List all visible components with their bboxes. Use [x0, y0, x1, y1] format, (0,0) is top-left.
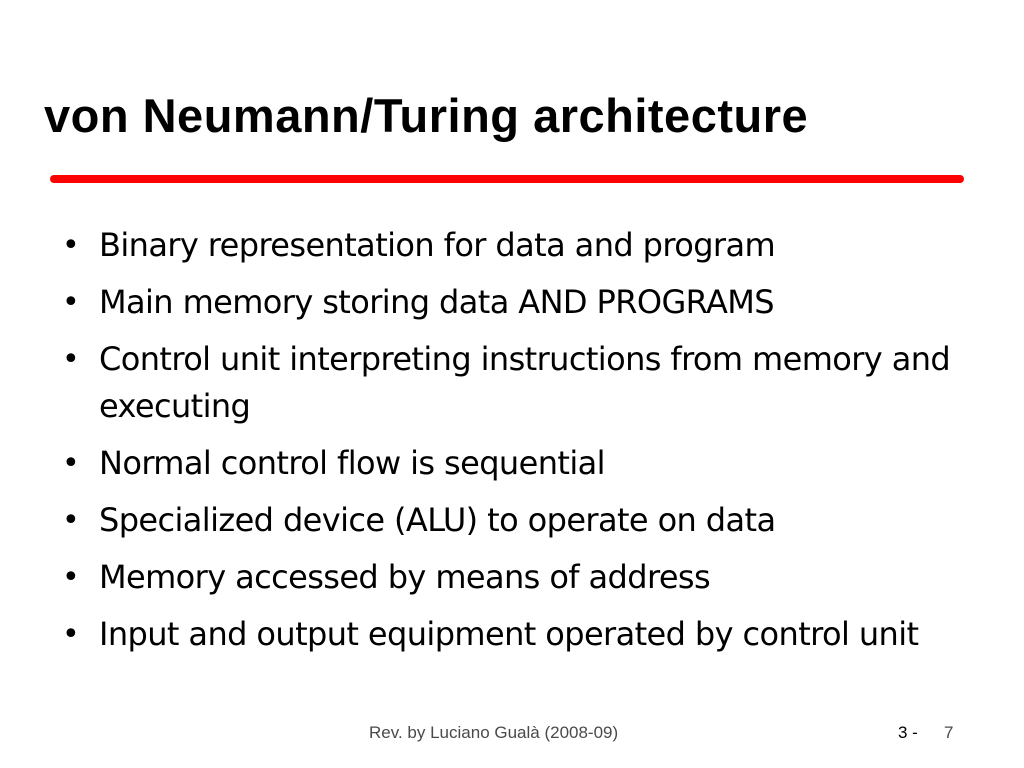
bullet-text: Control unit interpreting instructions from memory and executing [99, 340, 951, 425]
bullet-dot-icon: • [62, 617, 80, 652]
footer-credit: Rev. by Luciano Gualà (2008-09) [369, 723, 619, 742]
bullet-item [60, 279, 980, 326]
bullet-item [60, 440, 980, 487]
bullet-dot-icon: • [62, 446, 80, 481]
bullet-text: Main memory storing data AND PROGRAMS [99, 283, 775, 321]
bullet-text: Normal control flow is sequential [99, 444, 605, 482]
slide-title: von Neumann/Turing architecture [44, 89, 809, 142]
bullet-item [60, 336, 980, 430]
bullet-dot-icon: • [62, 342, 80, 377]
footer-chapter-number: 3 - [898, 723, 918, 742]
bullet-item [60, 554, 980, 601]
bullet-text: Input and output equipment operated by control unit [99, 615, 919, 653]
footer-page-number: 7 [944, 723, 954, 742]
bullet-list [60, 222, 980, 668]
bullet-text: Binary representation for data and program [99, 226, 776, 264]
bullet-item [60, 222, 980, 269]
bullet-dot-icon: • [62, 560, 80, 595]
bullet-item [60, 497, 980, 544]
bullet-dot-icon: • [62, 285, 80, 320]
bullet-text: Specialized device (ALU) to operate on data [99, 501, 776, 539]
bullet-dot-icon: • [62, 503, 80, 538]
bullet-item [60, 611, 980, 658]
title-underline [50, 175, 964, 183]
bullet-text: Memory accessed by means of address [99, 558, 711, 596]
bullet-dot-icon: • [62, 228, 80, 263]
